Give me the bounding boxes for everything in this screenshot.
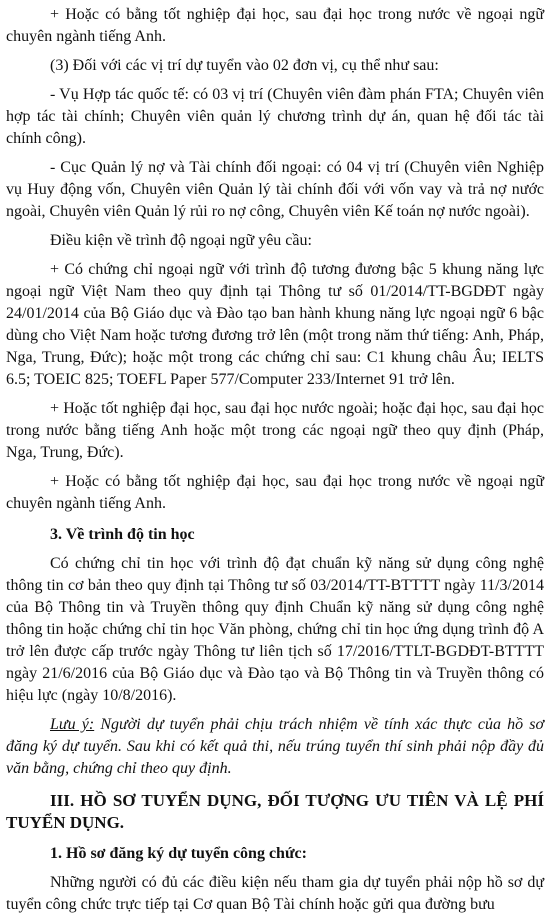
paragraph-it-certificate: Có chứng chỉ tin học với trình độ đạt chuẩn kỹ năng sử dụng công nghệ thông tin cơ bản theo quy định tại Thông tư số 03/2014/TT-BTTTT ngày 11/3/2014 của Bộ Thông tin và Truyền thông quy định Chuẩn kỹ năng sử dụng công nghệ thông tin hoặc chứng chỉ tin học Văn phòng, chứng chỉ tin học ứng dụng trình độ A trở lên được cấp trước ngày Thông tư liên tịch số 17/2016/TTLT-BGDĐT-BTTTT ngày 21/6/2016 của Bộ Giáo dục và Đào tạo và Bộ Thông tin và Truyền thông có hiệu lực (ngày 10/8/2016). xyxy=(6,555,544,704)
paragraph-debt-management: - Cục Quản lý nợ và Tài chính đối ngoại: có 04 vị trí (Chuyên viên Nghiệp vụ Huy động vốn, Chuyên viên Quản lý tài chính đối với vốn vay và trả nợ nước ngoài, Chuyên viên Quản lý rủi ro nợ công, Chuyên viên Kế toán nợ nước ngoài). xyxy=(6,159,544,220)
paragraph-international-cooperation: - Vụ Hợp tác quốc tế: có 03 vị trí (Chuyên viên đàm phán FTA; Chuyên viên hợp tác tài chính; Chuyên viên quản lý chương trình dự án, quan hệ đối tác tài chính công). xyxy=(6,86,544,147)
paragraph-english-degree-2: + Hoặc có bằng tốt nghiệp đại học, sau đại học trong nước về ngoại ngữ chuyên ngành tiếng Anh. xyxy=(6,473,544,512)
heading-dossier: 1. Hồ sơ đăng ký dự tuyển công chức: xyxy=(50,845,307,862)
paragraph-english-degree-1: + Hoặc có bằng tốt nghiệp đại học, sau đại học trong nước về ngoại ngữ chuyên ngành tiếng Anh. xyxy=(6,6,544,45)
paragraph-language-certificate: + Có chứng chỉ ngoại ngữ với trình độ tương đương bậc 5 khung năng lực ngoại ngữ Việt Nam theo quy định tại Thông tư số 01/2014/TT-BGDĐT ngày 24/01/2014 của Bộ Giáo dục và Đào tạo ban hành khung năng lực ngoại ngữ 6 bậc dùng cho Việt Nam hoặc tương đương trở lên (một trong năm thứ tiếng: Anh, Pháp, Nga, Trung, Đức); hoặc một trong các chứng chỉ sau: C1 khung châu Âu; IELTS 6.5; TOEIC 825; TOEFL Paper 577/Computer 233/Internet 91 trở lên. xyxy=(6,261,544,388)
note-paragraph xyxy=(6,714,544,780)
heading-it-skills: 3. Về trình độ tin học xyxy=(50,526,195,543)
heading-section-iii: III. HỒ SƠ TUYỂN DỤNG, ĐỐI TƯỢNG ƯU TIÊN VÀ LỆ PHÍ TUYỂN DỤNG. xyxy=(6,791,544,832)
paragraph-foreign-degree: + Hoặc tốt nghiệp đại học, sau đại học nước ngoài; hoặc đại học, sau đại học trong nước bằng tiếng Anh hoặc một trong các ngoại ngữ theo quy định (Pháp, Nga, Trung, Đức). xyxy=(6,400,544,461)
paragraph-two-units-intro: (3) Đối với các vị trí dự tuyển vào 02 đơn vị, cụ thể như sau: xyxy=(50,57,439,74)
note-body: Người dự tuyển phải chịu trách nhiệm về tính xác thực của hồ sơ đăng ký dự tuyển. Sau khi có kết quả thi, nếu trúng tuyển thí sinh phải nộp đầy đủ văn bằng, chứng chỉ theo quy định. xyxy=(6,716,544,777)
paragraph-dossier-submission: Những người có đủ các điều kiện nếu tham gia dự tuyển phải nộp hồ sơ dự tuyển công chức trực tiếp tại Cơ quan Bộ Tài chính hoặc gửi qua đường bưu xyxy=(6,874,544,913)
paragraph-language-conditions: Điều kiện về trình độ ngoại ngữ yêu cầu: xyxy=(50,232,312,249)
note-label: Lưu ý: xyxy=(50,716,95,733)
